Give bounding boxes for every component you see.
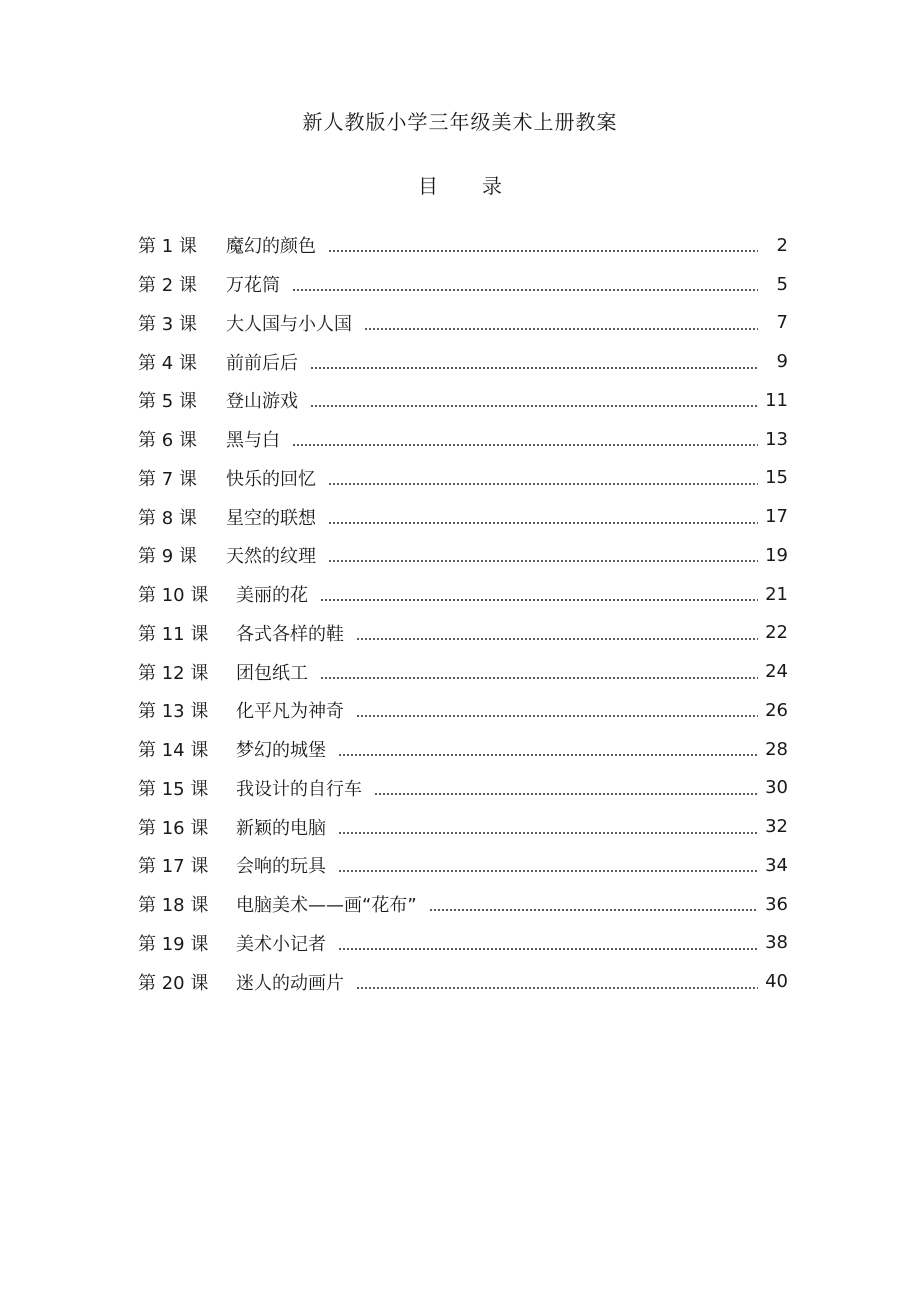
toc-row[interactable] — [138, 381, 788, 420]
toc-leader-dots — [429, 909, 758, 911]
toc-leader-dots — [310, 367, 758, 369]
toc-row[interactable] — [138, 536, 788, 575]
toc-leader-dots — [338, 870, 758, 872]
toc-lesson-number: 第 4 课 — [138, 352, 197, 374]
toc-row[interactable] — [138, 691, 788, 730]
toc-row[interactable] — [138, 459, 788, 498]
toc-lesson-name: 美术小记者 — [236, 933, 326, 955]
toc-lesson-number: 第 2 课 — [138, 275, 197, 297]
toc-page-number: 13 — [765, 428, 788, 450]
toc-heading-left: 目 — [418, 174, 438, 198]
toc-lesson-number: 第 15 课 — [138, 778, 209, 800]
toc-leader-dots — [328, 483, 758, 485]
toc-lesson-number: 第 17 课 — [138, 856, 209, 878]
toc-lesson-name: 各式各样的鞋 — [236, 623, 344, 645]
toc-lesson-name: 万花筒 — [226, 275, 280, 297]
toc-page-number: 40 — [765, 971, 788, 993]
toc-row[interactable] — [138, 962, 788, 1001]
toc-page-number: 24 — [765, 661, 788, 683]
toc-leader-dots — [292, 289, 758, 291]
toc-lesson-name: 化平凡为神奇 — [236, 701, 344, 723]
toc-page-number: 15 — [765, 467, 788, 489]
toc-leader-dots — [356, 715, 758, 717]
toc-lesson-name: 快乐的回忆 — [226, 468, 316, 490]
toc-lesson-name: 天然的纹理 — [226, 546, 316, 568]
toc-lesson-name: 大人国与小人国 — [226, 313, 352, 335]
toc-row[interactable] — [138, 730, 788, 769]
toc-lesson-number: 第 12 课 — [138, 662, 209, 684]
toc-row[interactable] — [138, 304, 788, 343]
toc-row[interactable] — [138, 769, 788, 808]
toc-lesson-number: 第 10 课 — [138, 585, 209, 607]
toc-lesson-name: 黑与白 — [226, 430, 280, 452]
toc-row[interactable] — [138, 497, 788, 536]
toc-row[interactable] — [138, 265, 788, 304]
document-title: 新人教版小学三年级美术上册教案 — [302, 110, 618, 134]
toc-lesson-name: 前前后后 — [226, 352, 298, 374]
toc-page-number: 17 — [765, 506, 788, 528]
toc-lesson-name: 魔幻的颜色 — [226, 236, 316, 258]
toc-lesson-number: 第 1 课 — [138, 236, 197, 258]
toc-row[interactable] — [138, 420, 788, 459]
toc-page-number: 26 — [765, 699, 788, 721]
toc-row[interactable] — [138, 575, 788, 614]
toc-lesson-number: 第 16 课 — [138, 817, 209, 839]
toc-row[interactable] — [138, 846, 788, 885]
toc-page-number: 22 — [765, 622, 788, 644]
toc-leader-dots — [310, 405, 758, 407]
toc-leader-dots — [374, 793, 758, 795]
toc-leader-dots — [320, 677, 758, 679]
toc-page-number: 36 — [765, 893, 788, 915]
toc-page-number: 32 — [765, 816, 788, 838]
toc-page-number: 2 — [776, 234, 788, 256]
toc-lesson-name: 美丽的花 — [236, 585, 308, 607]
toc-page-number: 34 — [765, 854, 788, 876]
toc-lesson-name: 星空的联想 — [226, 507, 316, 529]
toc-page-number: 5 — [776, 273, 788, 295]
toc-lesson-number: 第 18 课 — [138, 895, 209, 917]
toc-lesson-number: 第 8 课 — [138, 507, 197, 529]
toc-lesson-name: 迷人的动画片 — [236, 972, 344, 994]
toc-leader-dots — [364, 328, 758, 330]
table-of-contents — [138, 226, 788, 1001]
toc-leader-dots — [320, 599, 758, 601]
toc-row[interactable] — [138, 614, 788, 653]
toc-row[interactable] — [138, 885, 788, 924]
toc-lesson-name: 我设计的自行车 — [236, 778, 362, 800]
toc-lesson-name: 登山游戏 — [226, 391, 298, 413]
toc-page-number: 7 — [776, 312, 788, 334]
toc-row[interactable] — [138, 652, 788, 691]
toc-page-number: 28 — [765, 738, 788, 760]
toc-row[interactable] — [138, 342, 788, 381]
toc-page-number: 30 — [765, 777, 788, 799]
toc-lesson-name: 新颖的电脑 — [236, 817, 326, 839]
toc-leader-dots — [328, 560, 758, 562]
toc-leader-dots — [356, 987, 758, 989]
toc-leader-dots — [292, 444, 758, 446]
toc-lesson-name: 电脑美术——画“花布” — [236, 895, 417, 917]
toc-lesson-name: 团包纸工 — [236, 662, 308, 684]
toc-page-number: 19 — [765, 544, 788, 566]
toc-lesson-number: 第 6 课 — [138, 430, 197, 452]
toc-leader-dots — [328, 522, 758, 524]
toc-lesson-number: 第 20 课 — [138, 972, 209, 994]
toc-lesson-number: 第 5 课 — [138, 391, 197, 413]
toc-page-number: 21 — [765, 583, 788, 605]
toc-heading — [0, 170, 920, 199]
toc-page-number: 9 — [776, 351, 788, 373]
toc-lesson-number: 第 14 课 — [138, 740, 209, 762]
toc-lesson-number: 第 9 课 — [138, 546, 197, 568]
toc-leader-dots — [338, 948, 758, 950]
toc-row[interactable] — [138, 924, 788, 963]
toc-page-number: 38 — [765, 932, 788, 954]
toc-lesson-number: 第 7 课 — [138, 468, 197, 490]
toc-heading-right: 录 — [482, 174, 502, 198]
toc-lesson-number: 第 11 课 — [138, 623, 209, 645]
toc-leader-dots — [328, 250, 758, 252]
toc-lesson-name: 会响的玩具 — [236, 856, 326, 878]
toc-page-number: 11 — [765, 389, 788, 411]
toc-row[interactable] — [138, 807, 788, 846]
toc-leader-dots — [338, 754, 758, 756]
toc-lesson-number: 第 13 课 — [138, 701, 209, 723]
toc-leader-dots — [338, 832, 758, 834]
toc-row[interactable] — [138, 226, 788, 265]
toc-lesson-number: 第 3 课 — [138, 313, 197, 335]
toc-lesson-number: 第 19 课 — [138, 933, 209, 955]
toc-lesson-name: 梦幻的城堡 — [236, 740, 326, 762]
toc-leader-dots — [356, 638, 758, 640]
